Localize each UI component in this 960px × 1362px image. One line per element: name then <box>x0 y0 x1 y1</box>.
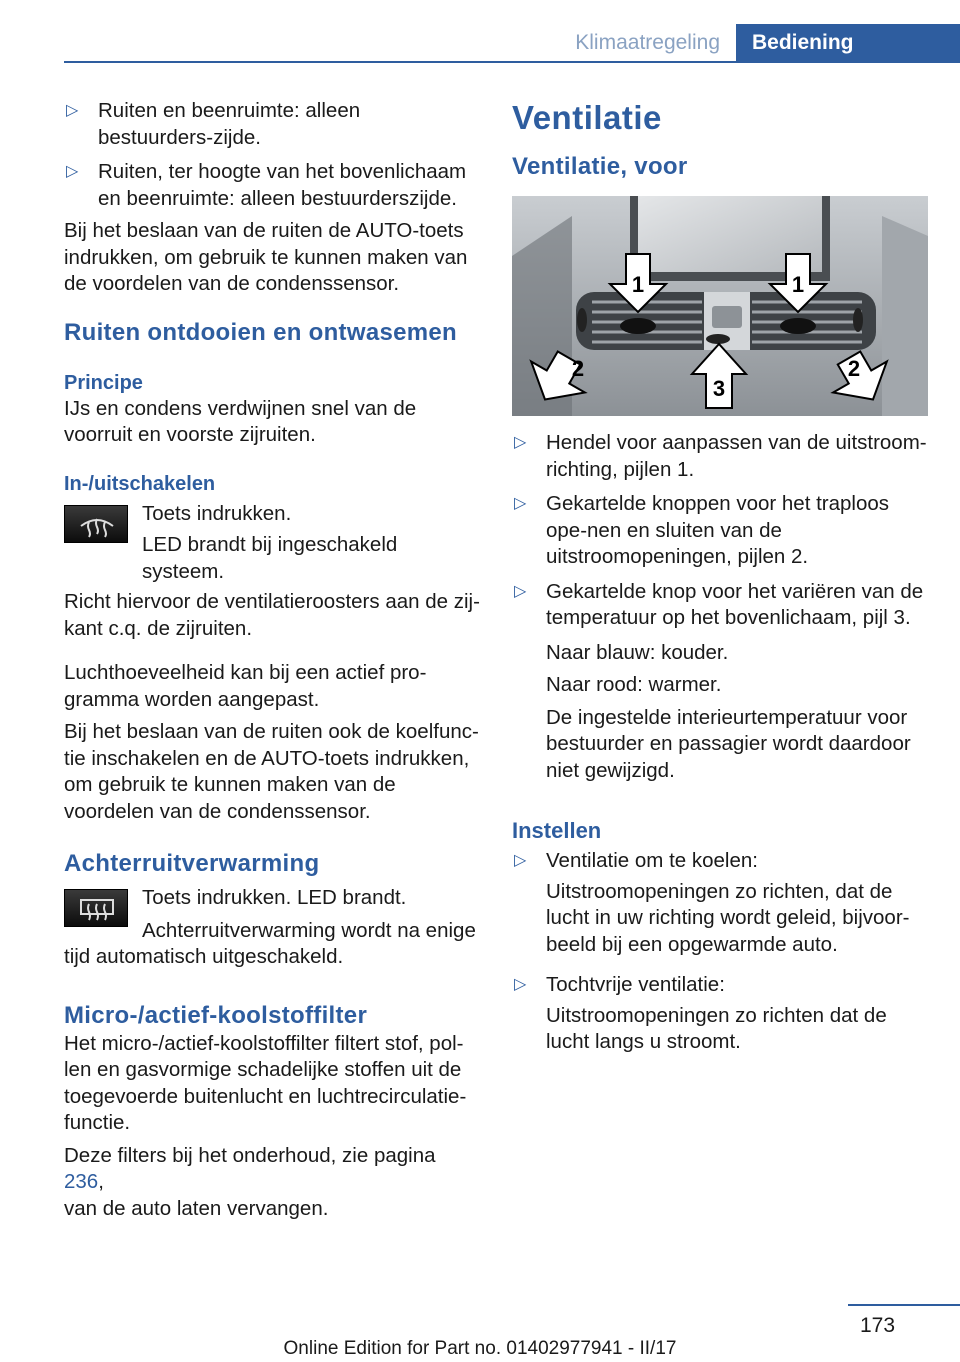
edition-footer: Online Edition for Part no. 01402977941 - II/17 <box>283 1338 677 1359</box>
paragraph: Luchthoeveelheid kan bij een actief pro‐gramma worden aangepast. <box>64 661 427 711</box>
triangle-bullet-icon: ▷ <box>514 852 527 869</box>
section-heading: Micro-/actief-koolstoffilter <box>64 1001 368 1029</box>
paragraph: Bij het beslaan van de ruiten ook de koelfunc‐tie inschakelen en de AUTO-toets indrukken, om gebruik te kunnen maken van de voordelen van de condenssensor. <box>64 720 479 823</box>
sub-item: De ingestelde interieurtemperatuur voor bestuurder en passagier wordt daardoor niet gewijzigd. <box>546 705 911 782</box>
section-heading: Ruiten ontdooien en ontwasemen <box>64 318 458 346</box>
list-item: ▷ Gekartelde knop voor het variëren van de temperatuur op het bovenlichaam, pijl 3. <box>514 579 924 629</box>
paragraph: Het micro-/actief-koolstoffilter filtert stof, pol‐len en gasvormige schadelijke stoffen uit de toegevoerde buitenlucht en luchtrecirculatie‐functie. <box>64 1031 467 1134</box>
diagram-label: 2 <box>847 356 861 381</box>
sub-item: Uitstroomopeningen zo richten, dat de lucht in uw richting wordt geleid, bijvoor‐beeld bij een opgewarmde auto. <box>546 879 910 956</box>
paragraph: IJs en condens verdwijnen snel van de voorruit en voorste zijruiten. <box>64 396 417 446</box>
triangle-bullet-icon: ▷ <box>514 434 527 451</box>
instruction-text: LED brandt bij ingeschakeld systeem. <box>142 533 398 583</box>
button-instruction <box>64 501 480 586</box>
instruction-text: Toets indrukken. <box>142 501 292 525</box>
sub-item: Uitstroomopeningen zo richten dat de lucht langs u stroomt. <box>546 1003 887 1053</box>
triangle-bullet-icon: ▷ <box>66 163 79 180</box>
ventilation-diagram <box>512 196 928 416</box>
list-item: ▷ Hendel voor aanpassen van de uitstroom‐richting, pijlen 1. <box>514 431 927 481</box>
subheading: Principe <box>64 371 143 394</box>
diagram-label: 1 <box>631 272 645 297</box>
diagram-label: 2 <box>571 356 585 381</box>
diagram-label: 3 <box>712 376 726 401</box>
header-chapter[interactable]: Klimaatregeling <box>575 31 720 54</box>
page-link[interactable]: 236 <box>64 1170 99 1193</box>
right-column <box>512 98 928 1056</box>
section-heading: Ventilatie, voor <box>512 153 688 180</box>
sub-item: Naar blauw: kouder. <box>546 640 729 664</box>
triangle-bullet-icon: ▷ <box>514 976 527 993</box>
section-heading: Achterruitverwarming <box>64 850 320 877</box>
paragraph: Richt hiervoor de ventilatieroosters aan de zij‐kant c.q. de zijruiten. <box>64 590 480 640</box>
page-header <box>0 0 960 62</box>
header-section[interactable]: Bediening <box>736 24 960 62</box>
chapter-heading: Ventilatie <box>512 99 662 136</box>
list-item: ▷ Ruiten, ter hoogte van het bovenlichaam en beenruimte: alleen bestuurderszijde. <box>66 160 467 210</box>
list-item: ▷ Ruiten en beenruimte: alleen bestuurders‐zijde. <box>66 99 361 149</box>
paragraph: Achterruitverwarming wordt na enige tijd automatisch uitgeschakeld. <box>64 918 476 968</box>
subheading: In-/uitschakelen <box>64 472 216 495</box>
left-column <box>64 98 480 1222</box>
triangle-bullet-icon: ▷ <box>514 495 527 512</box>
triangle-bullet-icon: ▷ <box>66 102 79 119</box>
instruction-text: Toets indrukken. LED brandt. <box>142 886 407 909</box>
button-instruction <box>64 885 480 912</box>
paragraph: Deze filters bij het onderhoud, zie pagina 236, van de auto laten vervangen. <box>64 1143 436 1220</box>
defrost-button-icon <box>64 505 128 543</box>
subheading: Instellen <box>512 818 602 843</box>
triangle-bullet-icon: ▷ <box>514 582 527 600</box>
rear-defrost-button-icon <box>64 889 128 927</box>
header-rule <box>64 61 960 63</box>
page-number: 173 <box>860 1314 896 1337</box>
list-item: ▷ Gekartelde knoppen voor het traploos ope‐nen en sluiten van de uitstroomopeningen, pijlen 2. <box>514 492 890 568</box>
list-item: ▷ Ventilatie om te koelen: <box>512 848 928 875</box>
footer-rule <box>848 1304 960 1306</box>
list-item: ▷ Tochtvrije ventilatie: <box>512 972 928 999</box>
paragraph: Bij het beslaan van de ruiten de AUTO-toets indrukken, om gebruik te kunnen maken van de voordelen van de condenssensor. <box>64 219 468 295</box>
diagram-label: 1 <box>791 272 805 297</box>
sub-item: Naar rood: warmer. <box>546 673 722 696</box>
